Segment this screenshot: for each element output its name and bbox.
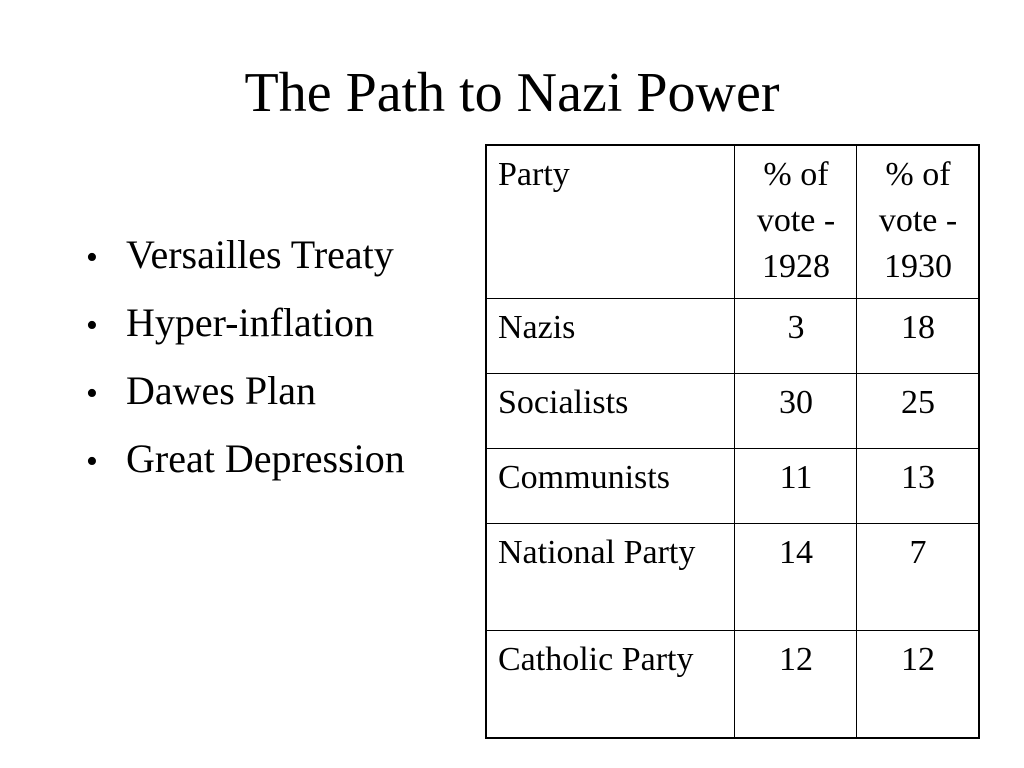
header-party: Party	[486, 145, 735, 299]
bullet-glyph: •	[86, 239, 98, 276]
vote-1930-cell: 12	[857, 631, 980, 739]
party-cell: Communists	[486, 449, 735, 524]
table-row	[486, 374, 979, 449]
bullet-text: Dawes Plan	[126, 368, 316, 413]
party-cell: National Party	[486, 524, 735, 631]
header-vote-1930: % of vote - 1930	[857, 145, 980, 299]
bullet-glyph: •	[86, 443, 98, 480]
bullet-glyph: •	[86, 375, 98, 412]
header-vote-1928: % of vote - 1928	[735, 145, 857, 299]
table-row	[486, 631, 979, 739]
vote-1930-cell: 25	[857, 374, 980, 449]
vote-1930-cell: 18	[857, 299, 980, 374]
vote-1928-cell: 3	[735, 299, 857, 374]
vote-1928-cell: 12	[735, 631, 857, 739]
bullet-glyph: •	[86, 307, 98, 344]
vote-1930-cell: 13	[857, 449, 980, 524]
vote-1928-cell: 14	[735, 524, 857, 631]
party-cell: Nazis	[486, 299, 735, 374]
table-row	[486, 524, 979, 631]
bullet-text: Hyper-inflation	[126, 300, 375, 345]
slide-title: The Path to Nazi Power	[244, 62, 780, 124]
party-cell: Catholic Party	[486, 631, 735, 739]
vote-1930-cell: 7	[857, 524, 980, 631]
table-row	[486, 449, 979, 524]
bullet-item	[86, 232, 405, 281]
bullet-item	[86, 368, 405, 417]
vote-1928-cell: 11	[735, 449, 857, 524]
bullet-text: Great Depression	[126, 436, 405, 481]
table-header-row	[486, 145, 979, 299]
vote-1928-cell: 30	[735, 374, 857, 449]
bullet-list	[86, 232, 405, 504]
table-row	[486, 299, 979, 374]
bullet-item	[86, 300, 405, 349]
bullet-item	[86, 436, 405, 485]
vote-share-table	[485, 144, 980, 739]
party-cell: Socialists	[486, 374, 735, 449]
bullet-text: Versailles Treaty	[126, 232, 394, 277]
